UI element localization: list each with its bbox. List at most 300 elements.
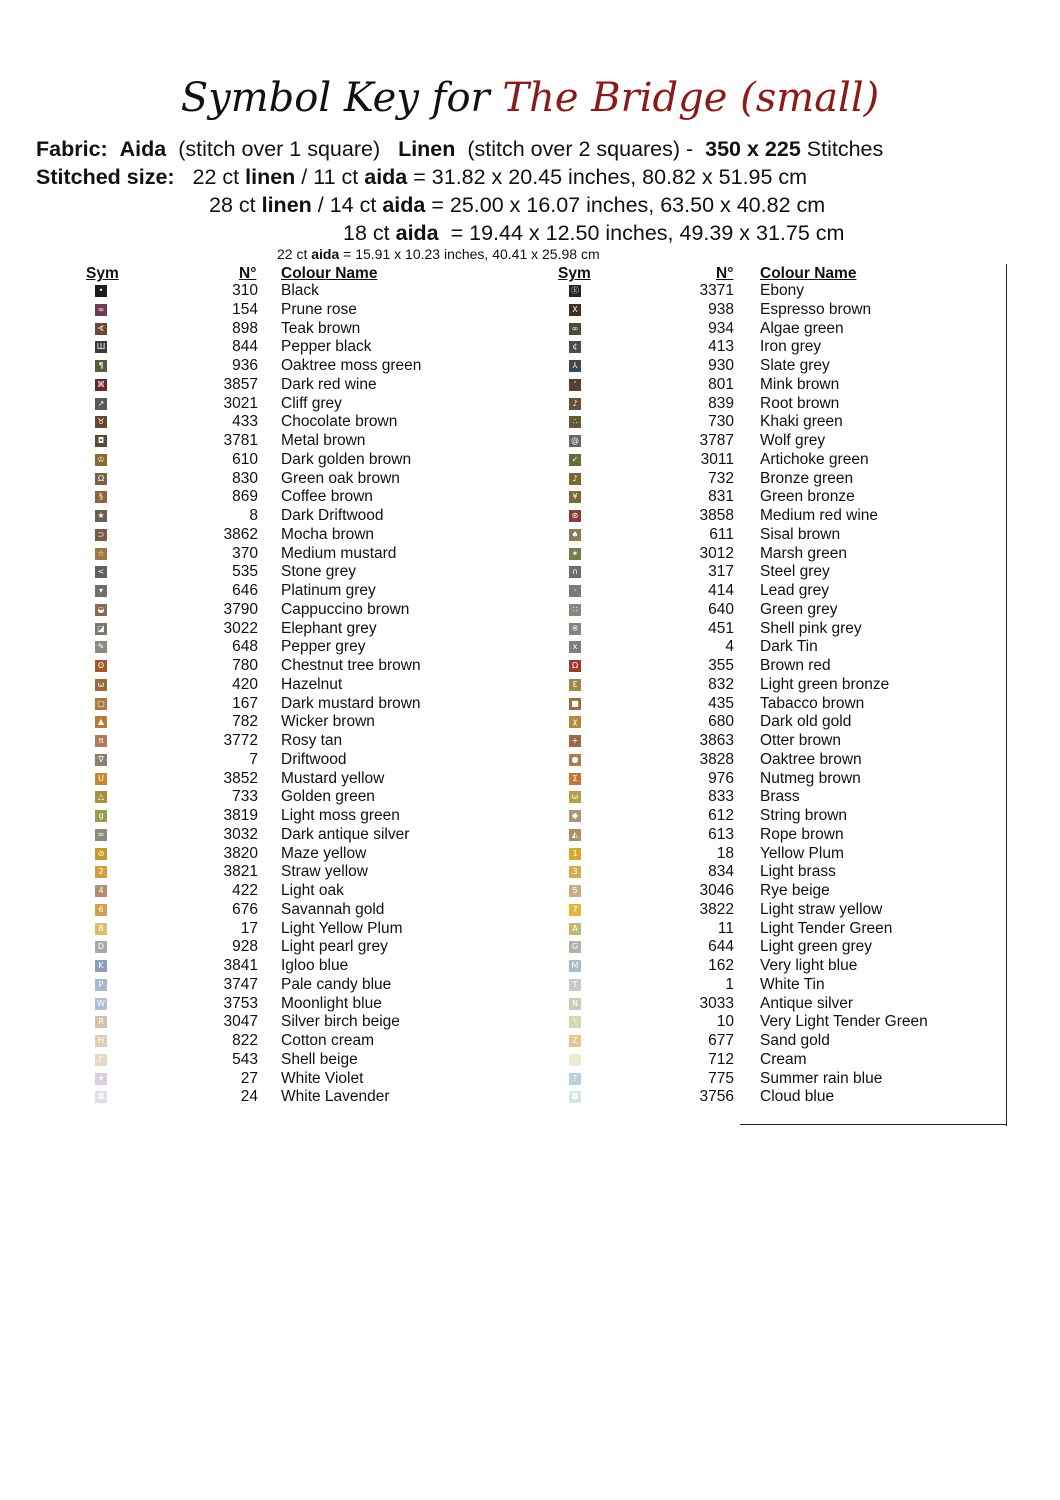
header-sym-right: Sym	[558, 265, 591, 282]
symbol-swatch: A	[569, 923, 581, 935]
colour-name: Wicker brown	[281, 713, 375, 731]
symbol-swatch: ◘	[95, 1091, 107, 1103]
symbol-swatch: ♪	[569, 473, 581, 485]
floss-number: 3032	[223, 825, 258, 843]
floss-number: 834	[708, 863, 734, 881]
floss-number: 3756	[699, 1088, 734, 1106]
floss-number: 18	[716, 844, 734, 862]
floss-number: 936	[232, 357, 258, 374]
symbol-swatch: +	[569, 735, 581, 747]
symbol-swatch: ✎	[95, 641, 107, 653]
symbol-swatch: R	[95, 1016, 107, 1028]
floss-number: 414	[708, 582, 734, 599]
colour-name: Wolf grey	[760, 432, 826, 449]
floss-number: 317	[708, 563, 734, 581]
colour-name: Dark antique silver	[281, 825, 410, 843]
symbol-swatch: 8	[95, 923, 107, 935]
floss-number: 3781	[223, 432, 258, 449]
floss-number: 733	[232, 788, 258, 806]
symbol-swatch: ⅄	[569, 360, 581, 372]
page-title	[0, 68, 1060, 128]
colour-name: Espresso brown	[760, 300, 872, 318]
colour-name: Dark red wine	[281, 375, 377, 393]
symbol-swatch: ★	[95, 510, 107, 522]
symbol-swatch: X	[569, 304, 581, 316]
symbol-swatch: Ω	[569, 660, 581, 672]
colour-name: Medium red wine	[760, 507, 879, 524]
title-lead: Symbol Key for	[180, 75, 490, 121]
symbol-swatch: Ս	[95, 773, 107, 785]
colour-name: Maze yellow	[281, 844, 367, 862]
symbol-swatch: Ш	[96, 342, 106, 352]
colour-name: Chocolate brown	[281, 413, 398, 431]
floss-number: 3852	[223, 769, 258, 787]
colour-name: Pepper black	[281, 338, 372, 356]
table-border-right	[1006, 264, 1007, 1126]
size-4-aida: aida	[311, 246, 340, 262]
symbol-swatch: ∇	[95, 754, 107, 766]
colour-name: White Violet	[281, 1069, 364, 1087]
size-1-dims: = 31.82 x 20.45 inches, 80.82 x 51.95 cm	[413, 165, 808, 189]
floss-number: 8	[249, 507, 258, 524]
floss-number: 433	[232, 413, 258, 431]
floss-number: 833	[708, 788, 734, 806]
size-2-dims: = 25.00 x 16.07 inches, 63.50 x 40.82 cm	[431, 193, 826, 217]
floss-number: 3033	[699, 994, 734, 1012]
size-2-aida: aida	[382, 193, 426, 217]
floss-number: 3772	[223, 732, 258, 749]
symbol-swatch: ▲	[95, 716, 107, 728]
symbol-swatch: P	[95, 979, 107, 991]
symbol-swatch: ¢	[569, 341, 581, 353]
floss-number: 3819	[223, 807, 258, 824]
floss-number: 780	[232, 657, 258, 674]
symbol-swatch: T	[569, 979, 581, 991]
symbol-swatch: Γ	[95, 1054, 107, 1066]
header-name-left: Colour Name	[281, 265, 378, 282]
symbol-swatch: ∷	[569, 604, 581, 616]
symbol-swatch: ◪	[95, 623, 107, 635]
floss-number: 831	[708, 488, 734, 506]
symbol-swatch: ⌘	[97, 379, 105, 389]
colour-name: Cliff grey	[281, 394, 342, 412]
size-1-linen: linen	[245, 165, 296, 189]
colour-name: Cotton cream	[281, 1032, 375, 1049]
floss-number: 928	[232, 938, 258, 956]
colour-name: Nutmeg brown	[760, 769, 861, 787]
colour-name: Shell pink grey	[760, 619, 862, 637]
colour-name: Tabacco brown	[760, 694, 865, 712]
colour-name: Driftwood	[281, 750, 347, 768]
symbol-swatch: ●	[569, 754, 581, 766]
floss-number: 822	[232, 1032, 258, 1049]
symbol-swatch: ⊃	[95, 529, 107, 541]
floss-number: 7	[249, 750, 258, 768]
symbol-swatch: ■	[569, 698, 581, 710]
symbol-swatch: 2	[95, 866, 107, 878]
header-num-right: N°	[716, 265, 734, 282]
floss-number: 3753	[223, 994, 258, 1012]
colour-name: Rope brown	[760, 825, 844, 843]
floss-number: 370	[232, 544, 258, 562]
floss-number: 930	[708, 357, 734, 374]
fabric-aida-note: (stitch over 1 square)	[178, 137, 381, 161]
colour-name: Light moss green	[281, 807, 400, 824]
fabric-label: Fabric:	[36, 137, 108, 161]
floss-number: 3862	[223, 525, 258, 543]
colour-name: Green bronze	[760, 488, 855, 506]
floss-number: 677	[708, 1032, 734, 1049]
colour-name: White Tin	[760, 975, 825, 993]
size-line-4	[277, 246, 600, 262]
floss-number: 3821	[223, 863, 258, 881]
symbol-swatch: ╲	[569, 1016, 581, 1028]
floss-number: 976	[708, 769, 734, 787]
colour-name: Dark golden brown	[281, 450, 412, 468]
size-2-count2: / 14 ct	[317, 193, 377, 217]
colour-name: Igloo blue	[281, 957, 349, 974]
symbol-swatch: N	[569, 998, 581, 1010]
size-line-2	[209, 191, 825, 219]
symbol-swatch: 3	[569, 866, 581, 878]
floss-number: 154	[232, 300, 258, 318]
table-border-bottom	[740, 1124, 1007, 1125]
floss-number: 644	[708, 938, 734, 956]
symbol-swatch: ∞	[569, 323, 581, 335]
size-1-count: 22 ct	[192, 165, 240, 189]
size-label: Stitched size:	[36, 165, 175, 189]
symbol-swatch: ♔	[95, 454, 107, 466]
floss-number: 3021	[223, 394, 258, 412]
colour-name: Stone grey	[281, 563, 356, 581]
colour-name: Metal brown	[281, 432, 366, 449]
symbol-swatch: M	[569, 960, 581, 972]
colour-name: Hazelnut	[281, 675, 343, 693]
floss-number: 162	[708, 957, 734, 974]
colour-name: Cappuccino brown	[281, 600, 410, 618]
floss-number: 3790	[223, 600, 258, 618]
fabric-linen-note: (stitch over 2 squares) -	[467, 137, 694, 161]
floss-number: 613	[708, 825, 734, 843]
colour-name: Coffee brown	[281, 488, 373, 506]
symbol-swatch: ʼ	[569, 379, 581, 391]
colour-name: Dark Tin	[760, 638, 818, 656]
colour-name: Cloud blue	[760, 1088, 835, 1106]
symbol-swatch: ♠	[569, 529, 581, 541]
colour-name: Yellow Plum	[760, 844, 844, 862]
colour-name: Light brass	[760, 863, 836, 881]
symbol-swatch: χ	[569, 716, 581, 728]
floss-number: 938	[708, 300, 734, 318]
colour-name: Brown red	[760, 657, 831, 674]
symbol-swatch: @	[571, 436, 579, 445]
symbol-swatch: Ⓔ	[571, 286, 579, 295]
colour-name: Straw yellow	[281, 863, 368, 881]
symbol-swatch: ·	[569, 1054, 581, 1066]
symbol-swatch: ∢	[95, 323, 107, 335]
colour-name: Pepper grey	[281, 638, 366, 656]
symbol-swatch: ω	[95, 679, 107, 691]
floss-number: 775	[708, 1069, 734, 1087]
symbol-swatch: π	[95, 735, 107, 747]
symbol-swatch: W	[95, 998, 107, 1010]
colour-name: Pale candy blue	[281, 975, 392, 993]
colour-name: Mustard yellow	[281, 769, 385, 787]
floss-number: 3858	[699, 507, 734, 524]
colour-name: Black	[281, 282, 319, 299]
floss-number: 3822	[699, 900, 734, 918]
fabric-aida: Aida	[119, 137, 167, 161]
colour-name: Chestnut tree brown	[281, 657, 421, 674]
colour-name: Summer rain blue	[760, 1069, 883, 1087]
symbol-swatch: ◘	[95, 435, 107, 447]
colour-name: Very light blue	[760, 957, 858, 974]
symbol-swatch: ☆	[95, 548, 107, 560]
symbol-swatch: ✓	[569, 454, 581, 466]
colour-name: Ebony	[760, 282, 804, 299]
colour-name: Algae green	[760, 319, 844, 337]
colour-name: Root brown	[760, 394, 840, 412]
floss-number: 801	[708, 375, 734, 393]
colour-name: Mink brown	[760, 375, 840, 393]
symbol-swatch: 7	[569, 904, 581, 916]
symbol-swatch: •	[95, 285, 107, 297]
floss-number: 3047	[223, 1013, 258, 1031]
size-4-count: 22 ct	[277, 246, 308, 262]
floss-number: 4	[725, 638, 734, 656]
symbol-swatch: ⊛	[569, 510, 581, 522]
size-3-count: 18 ct	[343, 221, 390, 245]
symbol-swatch: ¥	[569, 491, 581, 503]
symbol-swatch: 6	[95, 904, 107, 916]
size-line-1	[36, 163, 807, 191]
size-1-aida: aida	[364, 165, 408, 189]
floss-number: 3857	[223, 375, 258, 393]
colour-name: Savannah gold	[281, 900, 385, 918]
colour-name: Golden green	[281, 788, 375, 806]
fabric-linen: Linen	[398, 137, 456, 161]
stitches-word: Stitches	[806, 137, 884, 161]
colour-name: Silver birch beige	[281, 1013, 400, 1031]
floss-number: 732	[708, 469, 734, 487]
floss-number: 535	[232, 563, 258, 581]
floss-number: 3863	[699, 732, 734, 749]
symbol-swatch: ※	[569, 623, 581, 635]
colour-name: Slate grey	[760, 357, 830, 374]
symbol-swatch: Σ	[569, 773, 581, 785]
floss-number: 782	[232, 713, 258, 731]
floss-number: 3820	[223, 844, 258, 862]
colour-name: Teak brown	[281, 319, 361, 337]
floss-number: 3022	[223, 619, 258, 637]
colour-name: Oaktree moss green	[281, 357, 422, 374]
fabric-line	[36, 135, 883, 163]
symbol-swatch: ?	[569, 1073, 581, 1085]
floss-number: 3787	[699, 432, 734, 449]
header-sym-left: Sym	[86, 265, 119, 282]
floss-number: 310	[232, 282, 258, 299]
colour-name: Brass	[760, 788, 800, 806]
floss-number: 3012	[699, 544, 734, 562]
colour-name: Artichoke green	[760, 450, 869, 468]
colour-name: Medium mustard	[281, 544, 397, 562]
floss-number: 355	[708, 657, 734, 674]
colour-name: Marsh green	[760, 544, 848, 562]
floss-number: 451	[708, 619, 734, 637]
colour-name: Elephant grey	[281, 619, 377, 637]
colour-name: String brown	[760, 807, 848, 824]
floss-number: 832	[708, 675, 734, 693]
floss-number: 730	[708, 413, 734, 431]
symbol-swatch: ≈	[95, 829, 107, 841]
colour-name: Mocha brown	[281, 525, 375, 543]
colour-name: Rosy tan	[281, 732, 343, 749]
symbol-swatch: △	[95, 791, 107, 803]
symbol-swatch: 1	[569, 848, 581, 860]
header-num-left: N°	[239, 265, 257, 282]
colour-name: Khaki green	[760, 413, 843, 431]
floss-number: 1	[725, 975, 734, 993]
floss-number: 612	[708, 807, 734, 824]
colour-name: Oaktree brown	[760, 750, 862, 768]
floss-number: 24	[240, 1088, 258, 1106]
size-2-count: 28 ct	[209, 193, 256, 217]
floss-number: 10	[716, 1013, 734, 1031]
colour-name: Dark Driftwood	[281, 507, 384, 524]
size-line-3	[343, 219, 844, 247]
symbol-swatch: Ɛ	[569, 679, 581, 691]
colour-name: Light pearl grey	[281, 938, 388, 956]
floss-number: 420	[232, 675, 258, 693]
colour-name: Light Yellow Plum	[281, 919, 403, 937]
colour-name: Very Light Tender Green	[760, 1013, 928, 1031]
symbol-swatch: ◒	[95, 604, 107, 616]
colour-name: Sisal brown	[760, 525, 841, 543]
symbol-swatch: ▾	[95, 1073, 107, 1085]
symbol-swatch: ♉	[95, 416, 107, 428]
header-name-right: Colour Name	[760, 265, 857, 282]
symbol-swatch: ↗	[95, 398, 107, 410]
symbol-swatch: Ω	[95, 473, 107, 485]
symbol-swatch: ▾	[95, 585, 107, 597]
colour-name: Light oak	[281, 882, 344, 899]
floss-number: 3747	[223, 975, 258, 993]
floss-number: 17	[240, 919, 258, 937]
symbol-swatch: ♪	[569, 398, 581, 410]
colour-name: Prune rose	[281, 300, 357, 318]
floss-number: 543	[232, 1050, 258, 1068]
floss-number: 3046	[699, 882, 734, 899]
symbol-swatch: ω	[569, 791, 581, 803]
colour-name: Iron grey	[760, 338, 822, 356]
colour-name: Dark old gold	[760, 713, 852, 731]
floss-number: 167	[232, 694, 258, 712]
symbol-swatch: ⊘	[95, 848, 107, 860]
symbol-swatch: □	[95, 698, 107, 710]
floss-number: 640	[708, 600, 734, 618]
colour-name: Platinum grey	[281, 582, 376, 599]
symbol-swatch: ∩	[569, 566, 581, 578]
size-1-count2: / 11 ct	[301, 165, 359, 189]
size-2-linen: linen	[261, 193, 312, 217]
symbol-swatch: ◘	[569, 1091, 581, 1103]
floss-number: 680	[708, 713, 734, 731]
floss-number: 839	[708, 394, 734, 412]
symbol-swatch: <	[95, 566, 107, 578]
colour-name: Green oak brown	[281, 469, 400, 487]
colour-name: Cream	[760, 1050, 807, 1068]
colour-name: Green grey	[760, 600, 838, 618]
colour-name: Light green grey	[760, 938, 873, 956]
floss-number: 934	[708, 319, 734, 337]
size-4-dims: = 15.91 x 10.23 inches, 40.41 x 25.98 cm	[343, 246, 600, 262]
symbol-swatch: Z	[569, 1035, 581, 1047]
floss-number: 676	[232, 900, 258, 918]
floss-number: 844	[232, 338, 258, 356]
symbol-swatch: ∴	[569, 416, 581, 428]
floss-number: 610	[232, 450, 258, 468]
floss-number: 648	[232, 638, 258, 656]
symbol-swatch: 5	[569, 885, 581, 897]
symbol-swatch: ∞	[95, 304, 107, 316]
symbol-swatch: ◭	[569, 829, 581, 841]
floss-number: 27	[240, 1069, 258, 1087]
floss-number: 11	[717, 919, 734, 937]
floss-number: 422	[232, 882, 258, 899]
symbol-swatch: ◦	[569, 585, 581, 597]
symbol-swatch: H	[95, 1035, 107, 1047]
floss-number: 3371	[699, 282, 734, 299]
size-3-dims: = 19.44 x 12.50 inches, 49.39 x 31.75 cm	[450, 221, 845, 245]
colour-name: Bronze green	[760, 469, 854, 487]
colour-name: Lead grey	[760, 582, 829, 599]
stitch-count: 350 x 225	[705, 137, 801, 161]
floss-number: 611	[709, 525, 734, 543]
symbol-swatch: K	[95, 960, 107, 972]
floss-number: 646	[232, 582, 258, 599]
floss-number: 712	[708, 1050, 734, 1068]
colour-name: Rye beige	[760, 882, 830, 899]
floss-number: 3828	[699, 750, 734, 768]
colour-name: Sand gold	[760, 1032, 830, 1049]
floss-number: 435	[708, 694, 734, 712]
symbol-swatch: ¶	[95, 360, 107, 372]
colour-name: Light green bronze	[760, 675, 890, 693]
floss-number: 3841	[223, 957, 258, 974]
colour-name: Light straw yellow	[760, 900, 883, 918]
floss-number: 413	[708, 338, 734, 356]
floss-number: 3011	[700, 450, 734, 468]
pattern-name: The Bridge (small)	[502, 75, 880, 121]
colour-name: Shell beige	[281, 1050, 358, 1068]
floss-number: 830	[232, 469, 258, 487]
symbol-swatch: D	[95, 941, 107, 953]
symbol-swatch: ◆	[569, 810, 581, 822]
symbol-swatch: ✶	[569, 548, 581, 560]
symbol-swatch: x	[569, 641, 581, 653]
colour-name: Antique silver	[760, 994, 854, 1012]
size-3-aida: aida	[395, 221, 439, 245]
floss-number: 898	[232, 319, 258, 337]
symbol-swatch: G	[569, 941, 581, 953]
colour-name: Otter brown	[760, 732, 841, 749]
symbol-swatch: ʘ	[95, 660, 107, 672]
symbol-swatch: g	[95, 810, 107, 822]
colour-name: White Lavender	[281, 1088, 390, 1106]
colour-name: Dark mustard brown	[281, 694, 421, 712]
symbol-swatch: §	[95, 491, 107, 503]
colour-name: Steel grey	[760, 563, 830, 581]
